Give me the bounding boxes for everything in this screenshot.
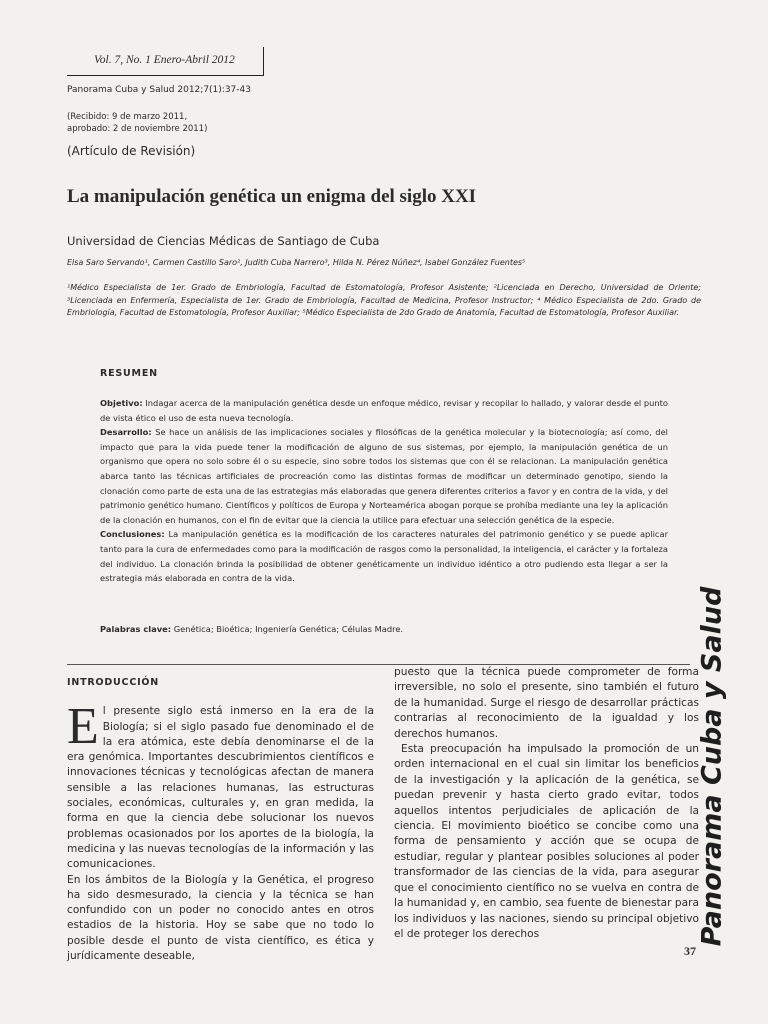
side-journal-title-text: Panorama Cuba y Salud bbox=[696, 586, 728, 946]
keywords bbox=[100, 624, 668, 634]
intro-paragraph-4: Esta preocupación ha impulsado la promoción de un orden internacional en el cual sin limitar los beneficios de la investigación y la aplicación de la genética, se puedan prevenir y hasta cierto grado evitar, todos aquellos intentos perjudiciales de aplicación de la ciencia. El movimiento bioético se concibe como una forma de pensamiento y acción que se ocupa de estudiar, regular y plantear posibles soluciones al poder transformador de las ciencias de la vida, para asegurar que el conocimiento científico no se vuelva en contra de la humanidad y, en cambio, sea fuente de bienestar para los individuos y las naciones, siendo su principal objetivo el de proteger los derechos bbox=[394, 743, 699, 940]
received-dates bbox=[67, 111, 207, 135]
abstract-heading: RESUMEN bbox=[100, 368, 158, 379]
right-column bbox=[394, 665, 699, 942]
page-number: 37 bbox=[684, 944, 696, 958]
objective-text: Indagar acerca de la manipulación genética desde un enfoque médico, revisar y recopilar lo hallado, y valorar desde el punto de vista ético el uso de esta nueva tecnología. bbox=[100, 398, 668, 423]
intro-paragraph-1-text: l presente siglo está inmerso en la era de la Biología; si el siglo pasado fue denominado el de la era atómica, este debía denominarse el de la era genómica. Importantes descubrimientos científicos e innovaciones técnicas y tecnológicas afectan de manera sensible a las relaciones humanas, las estructuras sociales, económicas, culturales y, en gran medida, la forma en que la ciencia debe solucionar los nuevos problemas ocasionados por los aportes de la biología, la medicina y las nuevas tecnologías de la información y las comunicaciones. bbox=[67, 705, 374, 871]
drop-cap: E bbox=[67, 698, 99, 756]
received-date: (Recibido: 9 de marzo 2011, bbox=[67, 112, 188, 122]
introduction-heading: INTRODUCCIÓN bbox=[67, 677, 160, 688]
affiliations: ¹Médico Especialista de 1er. Grado de Embriología, Facultad de Estomatología, Profesor Asistente; ²Licenciada en Derecho, Universidad de Oriente; ³Licenciada en Enfermería, Especialista de 1er. Grado de Embriología, Facultad de Medicina, Profesor Instructor; ⁴ Médico Especialista de 2do. Grado de Embriología, Facultad de Estomatología, Profesor Auxiliar; ⁵Médico Especialista de 2do Grado de Anatomía, Facultad de Estomatología, Profesor Auxiliar. bbox=[67, 283, 701, 317]
authors: Elsa Saro Servando¹, Carmen Castillo Saro², Judith Cuba Narrero³, Hilda N. Pérez Núñez⁴, Isabel González Fuentes⁵ bbox=[67, 258, 526, 267]
keywords-text: Genética; Bioética; Ingeniería Genética; Células Madre. bbox=[171, 624, 404, 634]
paper-title: La manipulación genética un enigma del siglo XXI bbox=[67, 186, 477, 207]
conclusions-text: La manipulación genética es la modificación de los caracteres naturales del patrimonio genético y se puede aplicar tanto para la cura de enfermedades como para la modificación de rasgos como la personalidad, la inteligencia, el carácter y la fortaleza del individuo. La clonación brinda la posibilidad de obtener genéticamente un individuo idéntico a otro pudiendo esta llegar a ser la estrategia más elaborada en contra de la vida. bbox=[100, 529, 668, 584]
keywords-label: Palabras clave: bbox=[100, 624, 172, 634]
conclusions-label: Conclusiones: bbox=[100, 529, 165, 540]
objective-label: Objetivo: bbox=[100, 398, 143, 408]
development-label: Desarrollo: bbox=[100, 427, 152, 438]
university: Universidad de Ciencias Médicas de Santiago de Cuba bbox=[67, 234, 380, 248]
intro-paragraph-2: En los ámbitos de la Biología y la Genética, el progreso ha sido desmesurado, la ciencia y la técnica se han confundido con un poder no conocido antes en otros estadios de la historia. Hoy se sabe que no todo lo posible desde el punto de vista científico, es ética y jurídicamente deseable, bbox=[67, 873, 374, 963]
citation: Panorama Cuba y Salud 2012;7(1):37-43 bbox=[67, 85, 251, 95]
article-type: (Artículo de Revisión) bbox=[67, 144, 196, 158]
abstract-body bbox=[100, 396, 668, 586]
intro-paragraph-1 bbox=[67, 698, 374, 872]
approved-date: aprobado: 2 de noviembre 2011) bbox=[67, 124, 208, 134]
intro-paragraph-3: puesto que la técnica puede comprometer de forma irreversible, no solo el presente, sino también el futuro de la humanidad. Surge el riesgo de desarrollar prácticas contrarias al reconocimiento de la igualdad y los derechos humanos. bbox=[394, 666, 699, 740]
development-text: Se hace un análisis de las implicaciones sociales y filosóficas de la genética molecular y la biotecnología; así como, del impacto que para la vida puede tener la modificación de alguno de sus sistemas, por ejemplo, la manipulación genética de un organismo que opera no solo sobre él o su especie, sino sobre todos los sistemas que con él se relacionan. La manipulación genética abarca tanto las técnicas artificiales de procreación como las distintas formas de modificar un determinado genotipo, siendo la clonación como parte de esta una de las estrategias más elaboradas que genera diferentes criterios a favor y en contra de la vida, y del patrimonio genético humano. Científicos y políticos de Europa y Norteamérica abogan porque se prohíba mediante una ley la aplicación de la clonación en humanos, con el fin de evitar que la ciencia la utilice para efectuar una selección genética de la especie. bbox=[100, 427, 668, 525]
left-column bbox=[67, 675, 374, 964]
journal-volume: Vol. 7, No. 1 Enero-Abril 2012 bbox=[94, 54, 235, 66]
